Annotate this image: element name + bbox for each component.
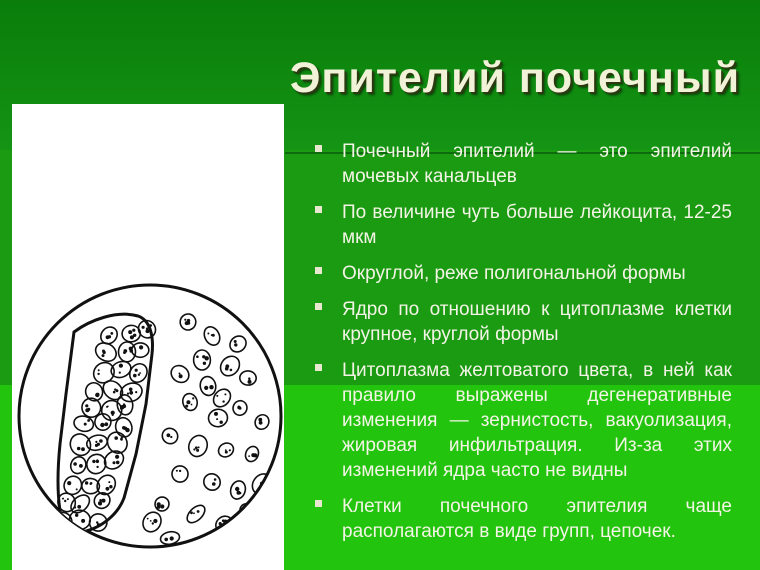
bullet-list [312,139,732,555]
bullet-item [312,200,732,250]
cell-granule [109,485,112,488]
bullet-text: Почечный эпителий — это эпителий мочевых канальцев [342,141,732,187]
cell-granule [170,436,172,438]
cell-granule [212,482,216,486]
bullet-text: Клетки почечного эпителия чаще располагаются в виде групп, цепочек. [342,496,732,542]
cell-granule [239,492,241,494]
cell-granule [167,433,171,437]
cell-granule [203,362,206,365]
cell-granule [84,423,87,426]
cell-granule [234,340,237,343]
cell-granule [123,403,125,405]
cell-granule [216,395,218,397]
cell-granule [179,470,181,472]
cell-granule [96,521,98,523]
cell-granule [99,499,102,502]
cell-granule [214,478,217,481]
cell-granule [64,500,66,502]
cell-granule [184,319,186,321]
cell-granule [191,404,193,406]
cell-granule [248,377,250,379]
cell-granule [81,519,85,523]
cell-granule [147,518,149,520]
cell-granule [79,464,83,468]
bullet-item [312,261,732,286]
bullet-text: Ядро по отношению к цитоплазме клетки крупное, круглой формы [342,299,732,345]
bullet-item [312,139,732,189]
cell-granule [125,428,129,432]
cell-granule [179,373,181,375]
cell-granule [258,539,261,542]
microscope-illustration [12,104,284,570]
bullet-square-icon [315,145,322,152]
cell-granule [119,372,121,374]
cell-granule [107,406,109,408]
cell-granule [251,453,255,457]
cell-granule [193,448,195,450]
epithelial-cell [178,554,191,570]
cell-granule [62,519,66,523]
cell-granule [232,550,235,553]
cell-granule [150,520,152,522]
cell-granule [100,423,104,427]
cell-granule [239,407,242,410]
cell-granule [114,436,118,440]
cell-granule [115,455,119,459]
cell-granule [204,386,208,390]
cell-granule [178,564,181,567]
cell-granule [129,388,133,392]
cell-granule [120,407,123,410]
cell-granule [119,364,123,368]
cell-granule [90,483,92,485]
cell-granule [190,511,193,514]
cell-granule [85,404,88,407]
cell-granule [130,335,134,339]
epithelial-cell [135,548,156,564]
cell-granule [135,391,137,393]
cell-granule [192,397,194,399]
cell-granule [85,481,88,484]
cell-granule [74,506,76,508]
cell-granule [95,441,97,443]
cell-granule [129,391,133,395]
cell-granule [113,461,116,464]
cell-granule [98,369,100,371]
cell-granule [146,327,148,329]
cell-granule [138,374,140,376]
cell-granule [176,470,178,472]
cell-granule [114,388,116,390]
cell-granule [185,321,189,325]
cell-granule [186,400,190,404]
epithelial-cell [194,539,213,558]
cell-granule [152,522,154,524]
cell-granule [149,555,153,559]
cell-granule [263,484,266,487]
cell-granule [96,460,99,463]
cell-granule [95,444,98,447]
cell-granule [92,460,95,463]
cell-granule [108,335,111,338]
cell-granule [197,510,200,513]
cell-granule [235,487,239,491]
cell-granule [263,486,265,488]
cell-granule [142,326,145,329]
cell-granule [251,509,254,512]
cell-granule [97,393,100,396]
cell-granule [133,374,137,378]
slide-title: Эпителий почечный [289,54,740,102]
cell-granule [257,538,260,541]
cell-granule [120,438,122,440]
cell-granule [222,400,224,402]
cell-granule [128,330,132,334]
cell-granule [219,522,222,525]
cell-granule [102,354,105,357]
cell-granule [247,510,249,512]
cell-granule [87,419,90,422]
cell-granule [73,462,77,466]
cell-granule [112,414,114,416]
cell-granule [234,343,237,346]
cell-granule [104,422,108,426]
cell-granule [132,329,135,332]
bullet-item [312,297,732,347]
cell-granule [144,555,146,557]
cell-granule [198,446,200,448]
cell-granule [225,367,229,371]
cell-granule [116,461,120,465]
bullet-text: Цитоплазма желтоватого цвета, в ней как правило выражены дегенеративные изменения — зернистость, вакуолизация, жировая инфильтрация. Из-за этих изменений ядра часто не видны [342,360,732,481]
cell-granule [180,563,182,565]
cell-granule [224,393,226,395]
bullet-text: Округлой, реже полигональной формы [342,263,686,284]
cell-granule [76,488,78,490]
cell-granule [185,405,188,408]
cell-granule [157,505,161,509]
cell-granule [182,560,185,563]
cell-granule [99,439,103,443]
microscope-field-drawing [12,104,284,570]
cell-granule [164,538,168,542]
cell-granule [85,408,89,412]
cell-granule [102,351,105,354]
bullet-item [312,494,732,544]
cell-granule [196,449,199,452]
cell-granule [214,412,218,416]
cell-granule [259,540,263,544]
cell-granule [149,324,152,327]
cell-granule [139,372,141,374]
cell-granule [97,373,99,375]
cell-granule [123,349,127,353]
cell-granule [170,536,174,540]
cell-granule [202,545,204,547]
cell-granule [196,355,199,358]
cell-granule [216,418,218,420]
cell-granule [113,391,116,394]
cell-granule [62,498,64,500]
cell-granule [207,333,209,335]
cell-granule [248,380,252,384]
cell-granule [179,374,183,378]
cell-granule [212,334,215,337]
cell-granule [200,546,203,549]
bullet-square-icon [315,206,322,213]
cell-granule [195,446,198,449]
epithelial-cell [223,541,246,563]
cell-granule [77,505,81,509]
cell-granule [139,345,143,349]
cell-granule [98,502,102,506]
cell-granule [248,455,250,457]
cell-granule [205,356,209,360]
cell-granule [57,524,61,528]
cell-granule [110,332,113,335]
cell-granule [99,524,102,527]
bullet-square-icon [315,364,322,371]
epithelial-cell [249,531,267,549]
cell-granule [236,553,238,555]
cell-granule [81,447,85,451]
cell-granule [75,514,78,517]
cell-granule [102,499,106,503]
cell-granule [160,504,164,508]
cell-granule [135,369,138,372]
cell-granule [106,487,110,491]
cell-granule [67,498,69,500]
cell-granule [108,481,110,483]
cell-granule [259,421,263,425]
cell-granule [229,449,231,451]
bullet-square-icon [315,267,322,274]
cell-granule [209,385,213,389]
bullet-item [312,358,732,483]
cell-granule [233,552,237,556]
cell-granule [77,447,81,451]
cell-granule [254,538,257,541]
cell-granule [220,421,223,424]
bullet-square-icon [315,500,322,507]
bullet-square-icon [315,303,322,310]
cell-granule [153,519,157,523]
cell-granule [127,393,129,395]
cell-granule [230,369,233,372]
cell-granule [193,512,195,514]
cell-granule [230,549,234,553]
cell-granule [225,451,228,454]
cell-granule [199,546,203,550]
cell-granule [96,466,98,468]
cell-granule [148,553,152,557]
bullet-text: По величине чуть больше лейкоцита, 12-25 мкм [342,202,732,248]
cell-granule [67,481,71,485]
